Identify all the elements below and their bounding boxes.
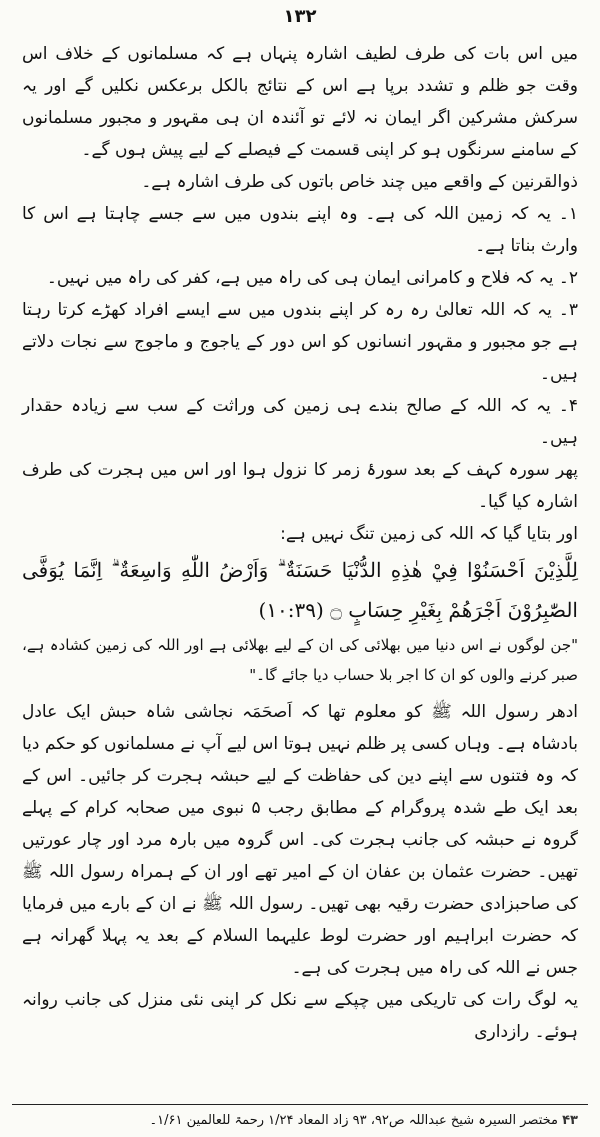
page-body	[22, 38, 578, 1048]
verse-translation: "جن لوگوں نے اس دنیا میں بھلائی کی ان کے لیے بھلائی ہے اور اللہ کی زمین کشادہ ہے، صبر کرنے والوں کو ان کا اجر بلا حساب دیا جائے گا۔"	[22, 636, 578, 684]
quran-verse: لِلَّذِيْنَ اَحْسَنُوْا فِيْ هٰذِهِ الدُّنْيَا حَسَنَةٌ ۗ وَاَرْضُ اللّٰهِ وَاسِعَةٌ ۗ اِنَّمَا يُوَفَّى الصّٰبِرُوْنَ اَجْرَهُمْ بِغَيْرِ حِسَابٍ ۝ (۱۰:۳۹)	[22, 558, 578, 622]
list-item: ۱۔ یہ کہ زمین اللہ کی ہے۔ وہ اپنے بندوں میں سے جسے چاہتا ہے اس کا وارث بناتا ہے۔	[22, 204, 578, 256]
paragraph: پھر سورہ کہف کے بعد سورۂ زمر کا نزول ہوا اور اس میں ہجرت کی طرف اشارہ کیا گیا۔	[22, 460, 578, 512]
list-item: ۳۔ یہ کہ اللہ تعالیٰ رہ رہ کر اپنے بندوں میں سے ایسے افراد کھڑے کرتا رہتا ہے جو مجبور و مقہور انسانوں کو اس دور کے یاجوج و ماجوج سے نجات دلاتے ہیں۔	[22, 300, 578, 384]
footnote	[22, 1110, 578, 1132]
list-item: ۲۔ یہ کہ فلاح و کامرانی ایمان ہی کی راہ میں ہے، کفر کی راہ میں نہیں۔	[46, 268, 578, 288]
paragraph: یہ لوگ رات کی تاریکی میں چپکے سے نکل کر اپنی نئی منزل کی جانب روانہ ہوئے۔ رازداری	[22, 990, 578, 1042]
footnote-text: مختصر السیرہ شیخ عبداللہ ص۹۲، ۹۳ زاد المعاد ۱/۲۴ رحمۃ للعالمین ۱/۶۱۔	[149, 1113, 558, 1128]
list-item: ۴۔ یہ کہ اللہ کے صالح بندے ہی زمین کی وراثت کے سب سے زیادہ حقدار ہیں۔	[22, 396, 578, 448]
footnote-mark: ۴۳	[562, 1113, 578, 1128]
footnote-divider	[12, 1104, 588, 1105]
paragraph: میں اس بات کی طرف لطیف اشارہ پنہاں ہے کہ مسلمانوں کے خلاف اس وقت جو ظلم و تشدد برپا ہے اس کے نتائج بالکل برعکس نکلیں گے اور یہ سرکش مشرکین اگر ایمان نہ لائے تو آئندہ ان ہی مقہور و مجبور مسلمانوں کے سامنے سرنگوں ہو کر اپنی قسمت کے فیصلے کے لیے پیش ہوں گے۔	[22, 44, 578, 160]
paragraph: ذوالقرنین کے واقعے میں چند خاص باتوں کی طرف اشارہ ہے۔	[141, 172, 578, 192]
paragraph: اور بتایا گیا کہ اللہ کی زمین تنگ نہیں ہے:	[280, 524, 578, 544]
paragraph: ادھر رسول اللہ ﷺ کو معلوم تھا کہ اَصحَمَہ نجاشی شاہ حبش ایک عادل بادشاہ ہے۔ وہاں کسی پر ظلم نہیں ہوتا اس لیے آپ نے مسلمانوں کو حکم دیا کہ وہ فتنوں سے اپنے دین کی حفاظت کے لیے حبشہ ہجرت کر جائیں۔ اس کے بعد ایک طے شدہ پروگرام کے مطابق رجب ۵ نبوی میں صحابہ کرام کے پہلے گروہ نے حبشہ کی جانب ہجرت کی۔ اس گروہ میں بارہ مرد اور چار عورتیں تھیں۔ حضرت عثمان بن عفان ان کے امیر تھے اور ان کے ہمراہ رسول اللہ ﷺ کی صاحبزادی حضرت رقیہ بھی تھیں۔ رسول اللہ ﷺ نے ان کے بارے میں فرمایا کہ حضرت ابراہیم اور حضرت لوط علیہما السلام کے بعد یہ پہلا گھرانہ ہے جس نے اللہ کی راہ میں ہجرت کی ہے۔	[22, 702, 578, 978]
page-number: ۱۳۲	[283, 6, 317, 27]
